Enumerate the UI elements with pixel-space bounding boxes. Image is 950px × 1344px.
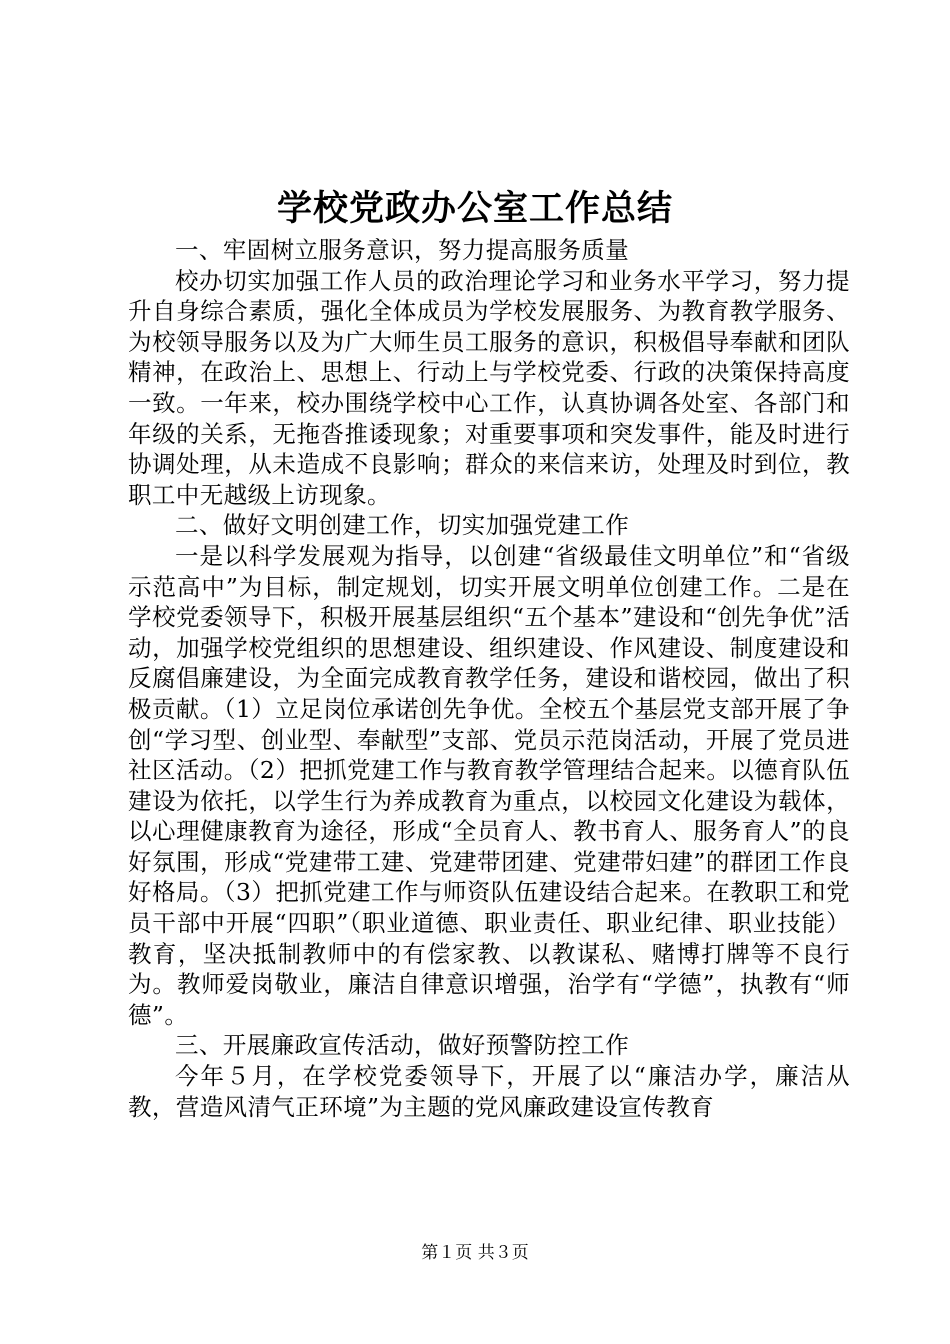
document-body xyxy=(128,235,850,1122)
section-heading-2: 二、做好文明创建工作，切实加强党建工作 xyxy=(175,511,630,540)
section-heading-3: 三、开展廉政宣传活动，做好预警防控工作 xyxy=(175,1031,630,1060)
body-paragraph-2: 一是以科学发展观为指导，以创建“省级最佳文明单位”和“省级示范高中”为目标，制定规划，切实开展文明单位创建工作。二是在学校党委领导下，积极开展基层组织“五个基本”建设和“创先争优”活动，加强学校党组织的思想建设、组织建设、作风建设、制度建设和反腐倡廉建设，为全面完成教育教学任务，建设和谐校园，做出了积极贡献。（1）立足岗位承诺创先争优。全校五个基层党支部开展了争创“学习型、创业型、奉献型”支部、党员示范岗活动，开展了党员进社区活动。（2）把抓党建工作与教育教学管理结合起来。以德育队伍建设为依托，以学生行为养成教育为重点，以校园文化建设为载体，以心理健康教育为途径，形成“全员育人、教书育人、服务育人”的良好氛围，形成“党建带工建、党建带团建、党建带妇建”的群团工作良好格局。（3）把抓党建工作与师资队伍建设结合起来。在教职工和党员干部中开展“四职”（职业道德、职业责任、职业纪律、职业技能）教育，坚决抵制教师中的有偿家教、以教谋私、赌博打牌等不良行为。教师爱岗敬业，廉洁自律意识增强，治学有“学德”，执教有“师德”。 xyxy=(128,541,850,1029)
document-title: 学校党政办公室工作总结 xyxy=(276,188,673,229)
body-paragraph-1: 校办切实加强工作人员的政治理论学习和业务水平学习，努力提升自身综合素质，强化全体成员为学校发展服务、为教育教学服务、为校领导服务以及为广大师生员工服务的意识，积极倡导奉献和团队精神，在政治上、思想上、行动上与学校党委、行政的决策保持高度一致。一年来，校办围绕学校中心工作，认真协调各处室、各部门和年级的关系，无拖沓推诿现象；对重要事项和突发事件，能及时进行协调处理，从未造成不良影响；群众的来信来访，处理及时到位，教职工中无越级上访现象。 xyxy=(128,266,850,509)
body-paragraph-3: 今年５月，在学校党委领导下，开展了以“廉洁办学，廉洁从教，营造风清气正环境”为主题的党风廉政建设宣传教育 xyxy=(128,1062,850,1121)
page-footer: 第１页 共３页 xyxy=(421,1243,529,1263)
section-heading-1: 一、牢固树立服务意识，努力提高服务质量 xyxy=(175,236,630,264)
